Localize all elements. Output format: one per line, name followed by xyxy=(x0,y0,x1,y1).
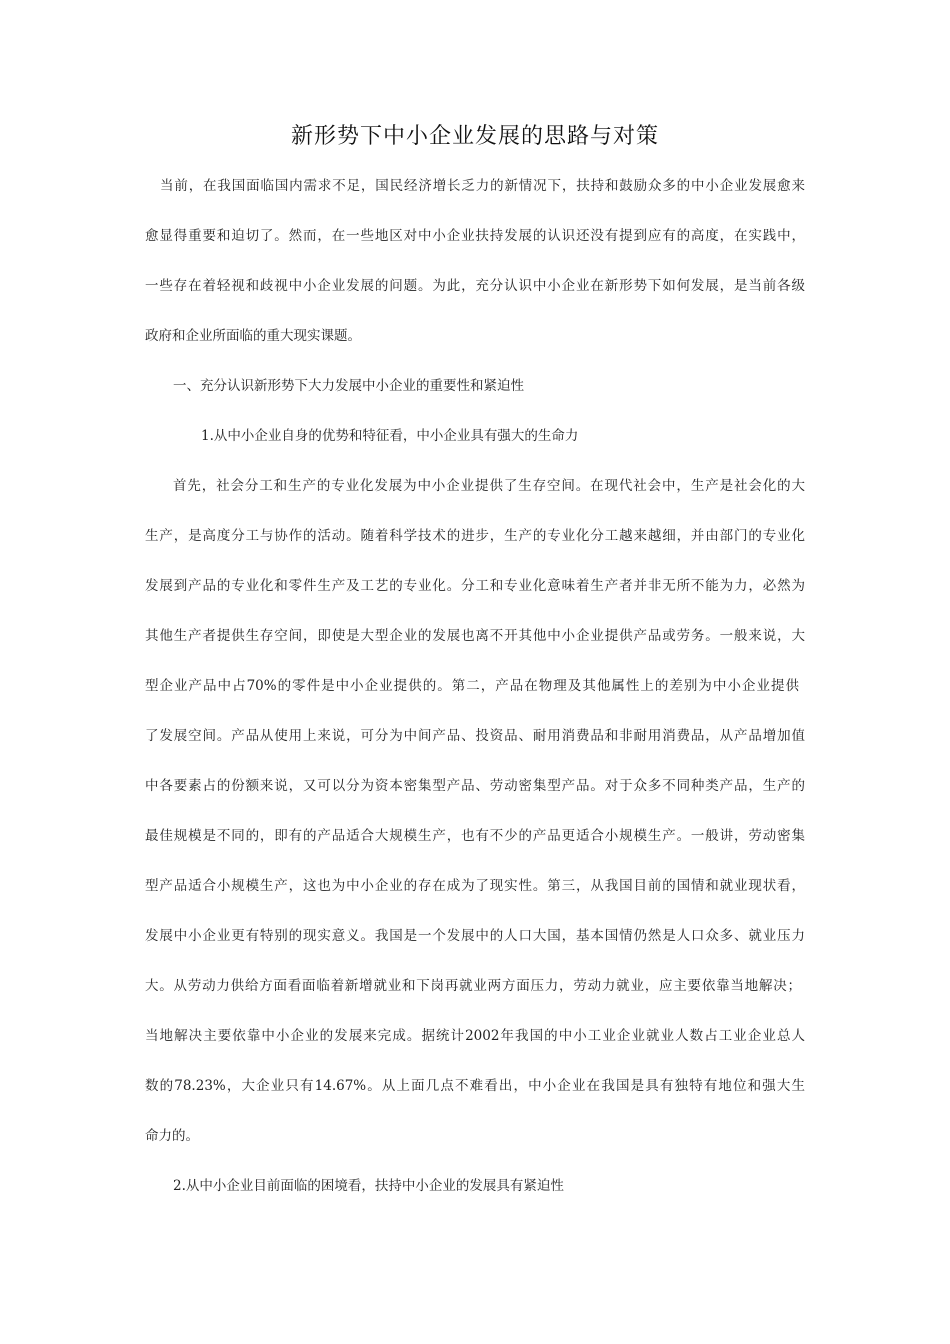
intro-line: 愈显得重要和迫切了。然而，在一些地区对中小企业扶持发展的认识还没有提到应有的高度，在实践中， xyxy=(145,228,805,244)
body-line: 生产，是高度分工与协作的活动。随着科学技术的进步，生产的专业化分工越来越细，并由部门的专业化 xyxy=(145,528,805,544)
subsection-heading: 1.从中小企业自身的优势和特征看，中小企业具有强大的生命力 xyxy=(201,428,579,444)
body-line: 命力的。 xyxy=(145,1128,199,1144)
section-heading: 一、充分认识新形势下大力发展中小企业的重要性和紧迫性 xyxy=(173,378,524,394)
subsection-heading: 2.从中小企业目前面临的困境看，扶持中小企业的发展具有紧迫性 xyxy=(173,1178,564,1194)
body-line: 最佳规模是不同的，即有的产品适合大规模生产，也有不少的产品更适合小规模生产。一般讲，劳动密集 xyxy=(145,828,805,844)
body-line: 大。从劳动力供给方面看面临着新增就业和下岗再就业两方面压力，劳动力就业，应主要依靠当地解决； xyxy=(145,978,801,994)
body-line: 中各要素占的份额来说，又可以分为资本密集型产品、劳动密集型产品。对于众多不同种类产品，生产的 xyxy=(145,778,805,794)
intro-line: 当前，在我国面临国内需求不足，国民经济增长乏力的新情况下，扶持和鼓励众多的中小企业发展愈来 xyxy=(160,178,805,194)
body-line: 发展到产品的专业化和零件生产及工艺的专业化。分工和专业化意味着生产者并非无所不能为力，必然为 xyxy=(145,578,805,594)
intro-line: 一些存在着轻视和歧视中小企业发展的问题。为此，充分认识中小企业在新形势下如何发展，是当前各级 xyxy=(145,278,805,294)
body-line: 型产品适合小规模生产，这也为中小企业的存在成为了现实性。第三，从我国目前的国情和就业现状看， xyxy=(145,878,805,894)
intro-line: 政府和企业所面临的重大现实课题。 xyxy=(145,328,361,344)
body-line: 了发展空间。产品从使用上来说，可分为中间产品、投资品、耐用消费品和非耐用消费品，从产品增加值 xyxy=(145,728,805,744)
body-line: 首先，社会分工和生产的专业化发展为中小企业提供了生存空间。在现代社会中，生产是社会化的大 xyxy=(173,478,805,494)
body-line: 当地解决主要依靠中小企业的发展来完成。据统计2002年我国的中小工业企业就业人数占工业企业总人 xyxy=(145,1028,805,1044)
body-line: 其他生产者提供生存空间，即使是大型企业的发展也离不开其他中小企业提供产品或劳务。一般来说，大 xyxy=(145,628,805,644)
page-title: 新形势下中小企业发展的思路与对策 xyxy=(290,124,659,149)
body-line: 发展中小企业更有特别的现实意义。我国是一个发展中的人口大国，基本国情仍然是人口众多、就业压力 xyxy=(145,928,805,944)
body-line: 型企业产品中占70%的零件是中小企业提供的。第二，产品在物理及其他属性上的差别为中小企业提供 xyxy=(145,678,799,694)
body-line: 数的78.23%，大企业只有14.67%。从上面几点不难看出，中小企业在我国是具有独特有地位和强大生 xyxy=(145,1078,805,1094)
